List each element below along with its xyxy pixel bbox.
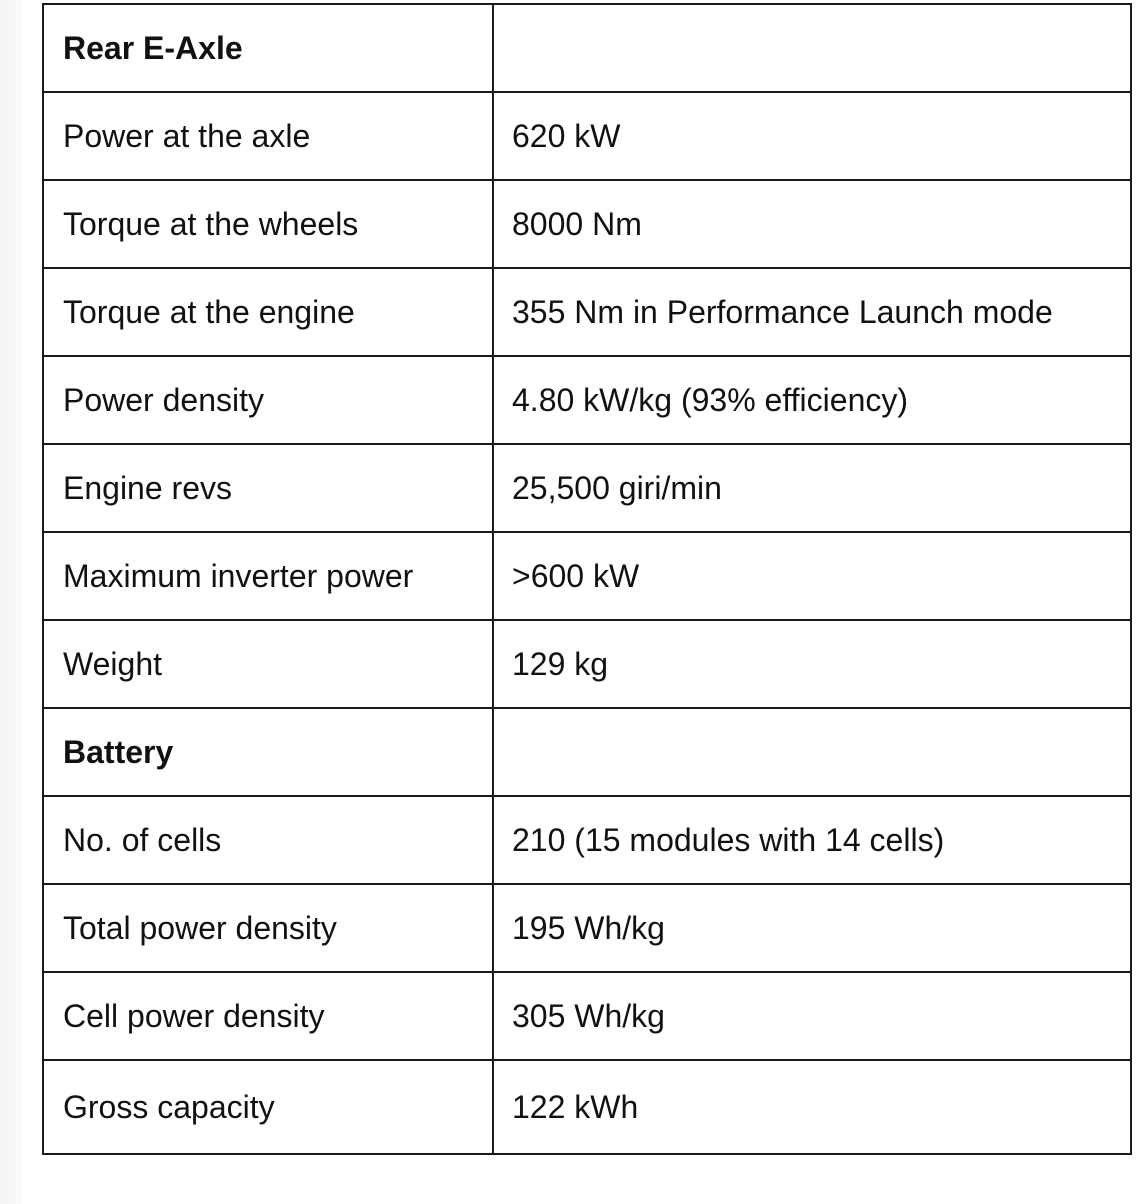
spec-label: Gross capacity [43, 1060, 493, 1154]
spec-label: Torque at the engine [43, 268, 493, 356]
spec-value: 25,500 giri/min [493, 444, 1131, 532]
specs-table [42, 3, 1132, 1155]
table-row [43, 268, 1131, 356]
spec-label: No. of cells [43, 796, 493, 884]
spec-value: 305 Wh/kg [493, 972, 1131, 1060]
section-header-battery: Battery [43, 708, 493, 796]
table-row [43, 180, 1131, 268]
spec-label: Engine revs [43, 444, 493, 532]
left-margin [0, 0, 22, 1204]
watermark-blur [464, 1158, 694, 1186]
spec-label: Maximum inverter power [43, 532, 493, 620]
spec-label: Power at the axle [43, 92, 493, 180]
table-row [43, 1060, 1131, 1154]
table-row [43, 532, 1131, 620]
spec-label: Power density [43, 356, 493, 444]
table-row [43, 884, 1131, 972]
table-row [43, 444, 1131, 532]
spec-value: 4.80 kW/kg (93% efficiency) [493, 356, 1131, 444]
table-row-section-rear-e-axle [43, 4, 1131, 92]
spec-label: Torque at the wheels [43, 180, 493, 268]
spec-label: Weight [43, 620, 493, 708]
table-row [43, 972, 1131, 1060]
table-row [43, 796, 1131, 884]
spec-value: 122 kWh [493, 1060, 1131, 1154]
spec-value: >600 kW [493, 532, 1131, 620]
spec-value: 355 Nm in Performance Launch mode [493, 268, 1131, 356]
table-row [43, 356, 1131, 444]
section-header-value-empty [493, 4, 1131, 92]
spec-value: 210 (15 modules with 14 cells) [493, 796, 1131, 884]
spec-value: 620 kW [493, 92, 1131, 180]
section-header-value-empty [493, 708, 1131, 796]
spec-value: 195 Wh/kg [493, 884, 1131, 972]
table-row [43, 620, 1131, 708]
spec-label: Total power density [43, 884, 493, 972]
table-row-section-battery [43, 708, 1131, 796]
spec-label: Cell power density [43, 972, 493, 1060]
spec-value: 129 kg [493, 620, 1131, 708]
spec-value: 8000 Nm [493, 180, 1131, 268]
table-row [43, 92, 1131, 180]
section-header-rear-e-axle: Rear E-Axle [43, 4, 493, 92]
